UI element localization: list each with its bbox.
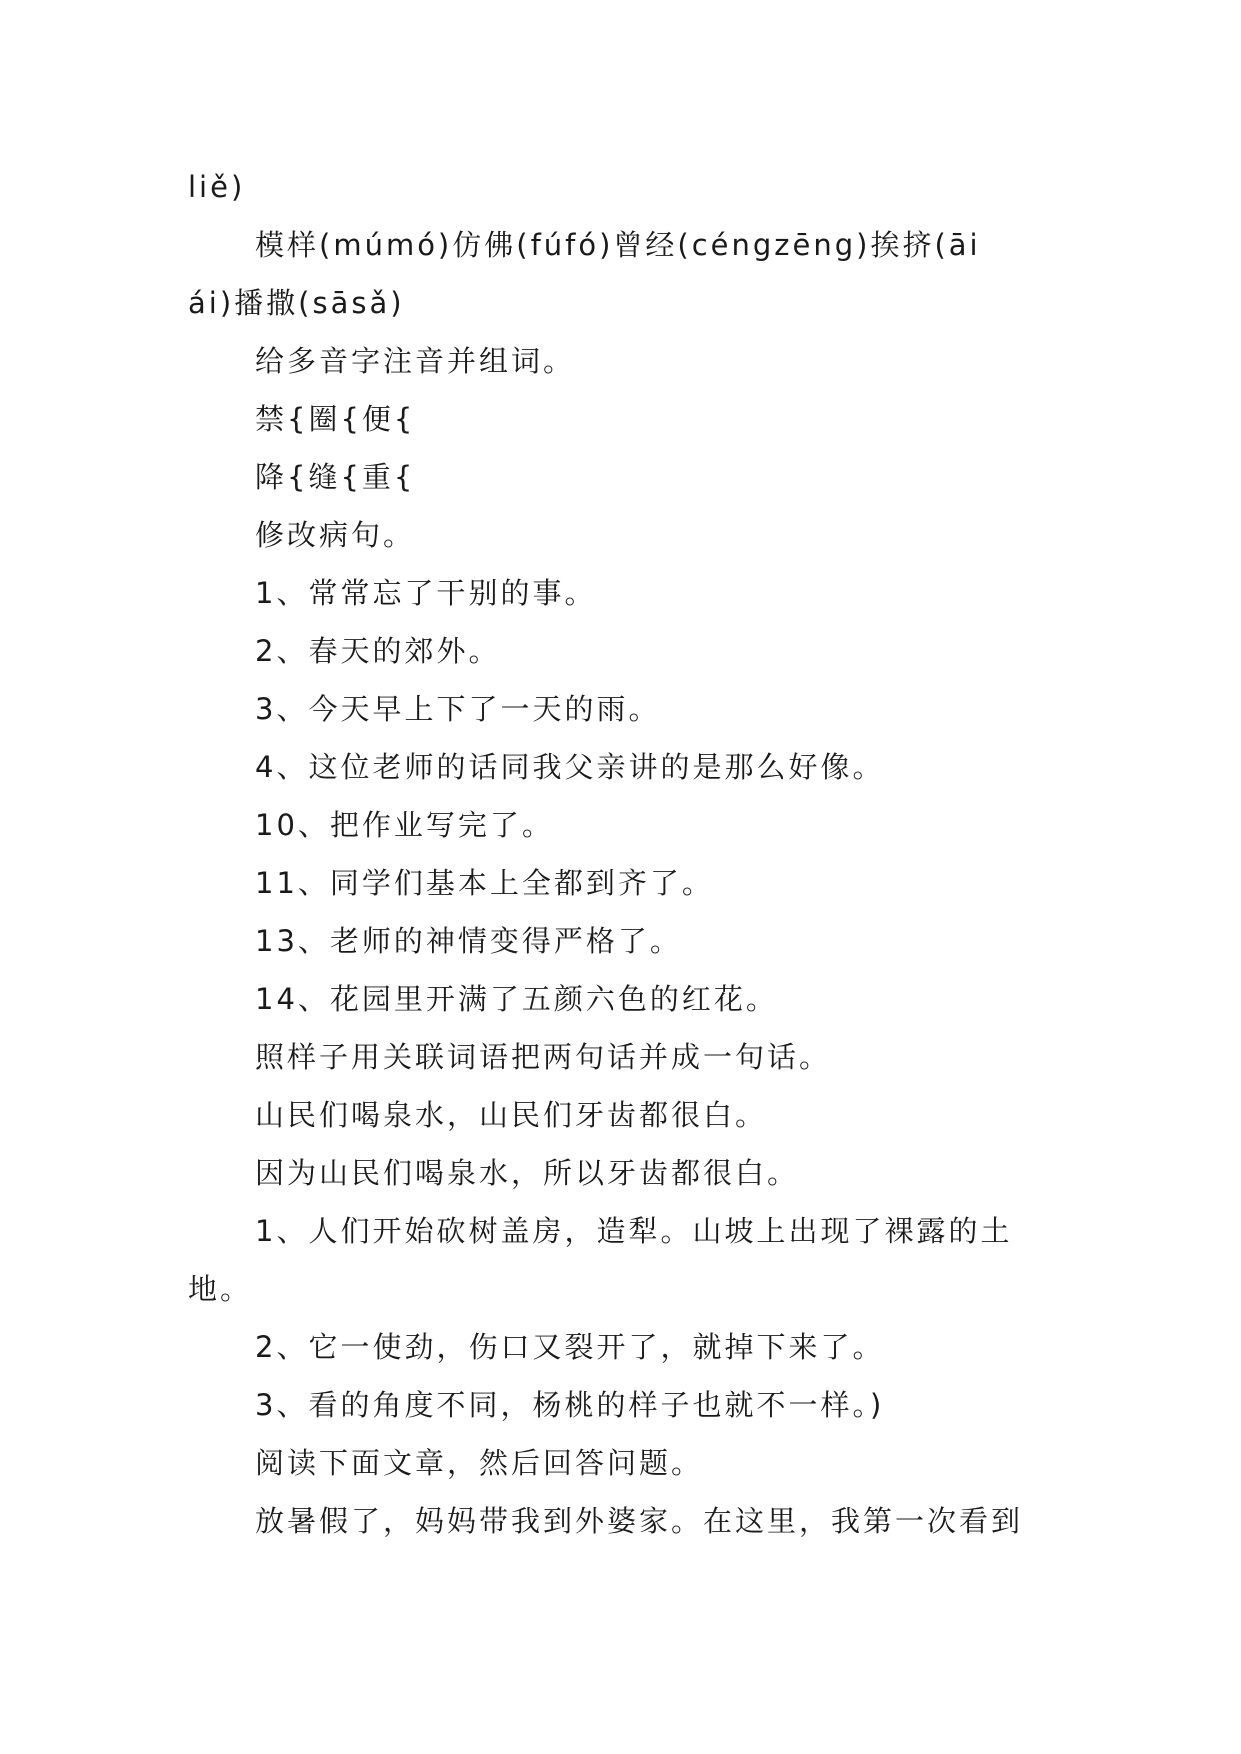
text-line-9: 2、春天的郊外。 — [255, 634, 501, 668]
text-line-5: 禁{圈{便{ — [255, 402, 416, 436]
text-line-10: 3、今天早上下了一天的雨。 — [255, 692, 661, 726]
document-page — [188, 158, 1058, 1550]
text-line-14: 13、老师的神情变得严格了。 — [255, 924, 682, 958]
text-line-11: 4、这位老师的话同我父亲讲的是那么好像。 — [255, 750, 885, 784]
text-line-19: 1、人们开始砍树盖房，造犁。山坡上出现了裸露的土 — [255, 1214, 1013, 1248]
text-line-17: 山民们喝泉水，山民们牙齿都很白。 — [255, 1098, 768, 1132]
text-line-20: 地。 — [188, 1272, 253, 1306]
text-line-16: 照样子用关联词语把两句话并成一句话。 — [255, 1040, 832, 1074]
text-line-24: 放暑假了，妈妈带我到外婆家。在这里，我第一次看到 — [255, 1504, 1024, 1538]
text-line-2: 模样(múmó)仿佛(fúfó)曾经(céngzēng)挨挤(āi — [255, 228, 981, 262]
text-line-7: 修改病句。 — [255, 518, 416, 552]
text-line-1: liě) — [188, 170, 246, 204]
text-line-23: 阅读下面文章，然后回答问题。 — [255, 1446, 704, 1480]
text-line-6: 降{缝{重{ — [255, 460, 416, 494]
text-line-21: 2、它一使劲，伤口又裂开了，就掉下来了。 — [255, 1330, 885, 1364]
text-line-13: 11、同学们基本上全都到齐了。 — [255, 866, 714, 900]
text-line-4: 给多音字注音并组词。 — [255, 344, 576, 378]
text-line-8: 1、常常忘了干别的事。 — [255, 576, 597, 610]
text-line-22: 3、看的角度不同，杨桃的样子也就不一样。) — [255, 1388, 885, 1422]
text-line-12: 10、把作业写完了。 — [255, 808, 554, 842]
text-line-15: 14、花园里开满了五颜六色的红花。 — [255, 982, 778, 1016]
text-line-18: 因为山民们喝泉水，所以牙齿都很白。 — [255, 1156, 800, 1190]
text-line-3: ái)播撒(sāsǎ) — [188, 286, 405, 320]
